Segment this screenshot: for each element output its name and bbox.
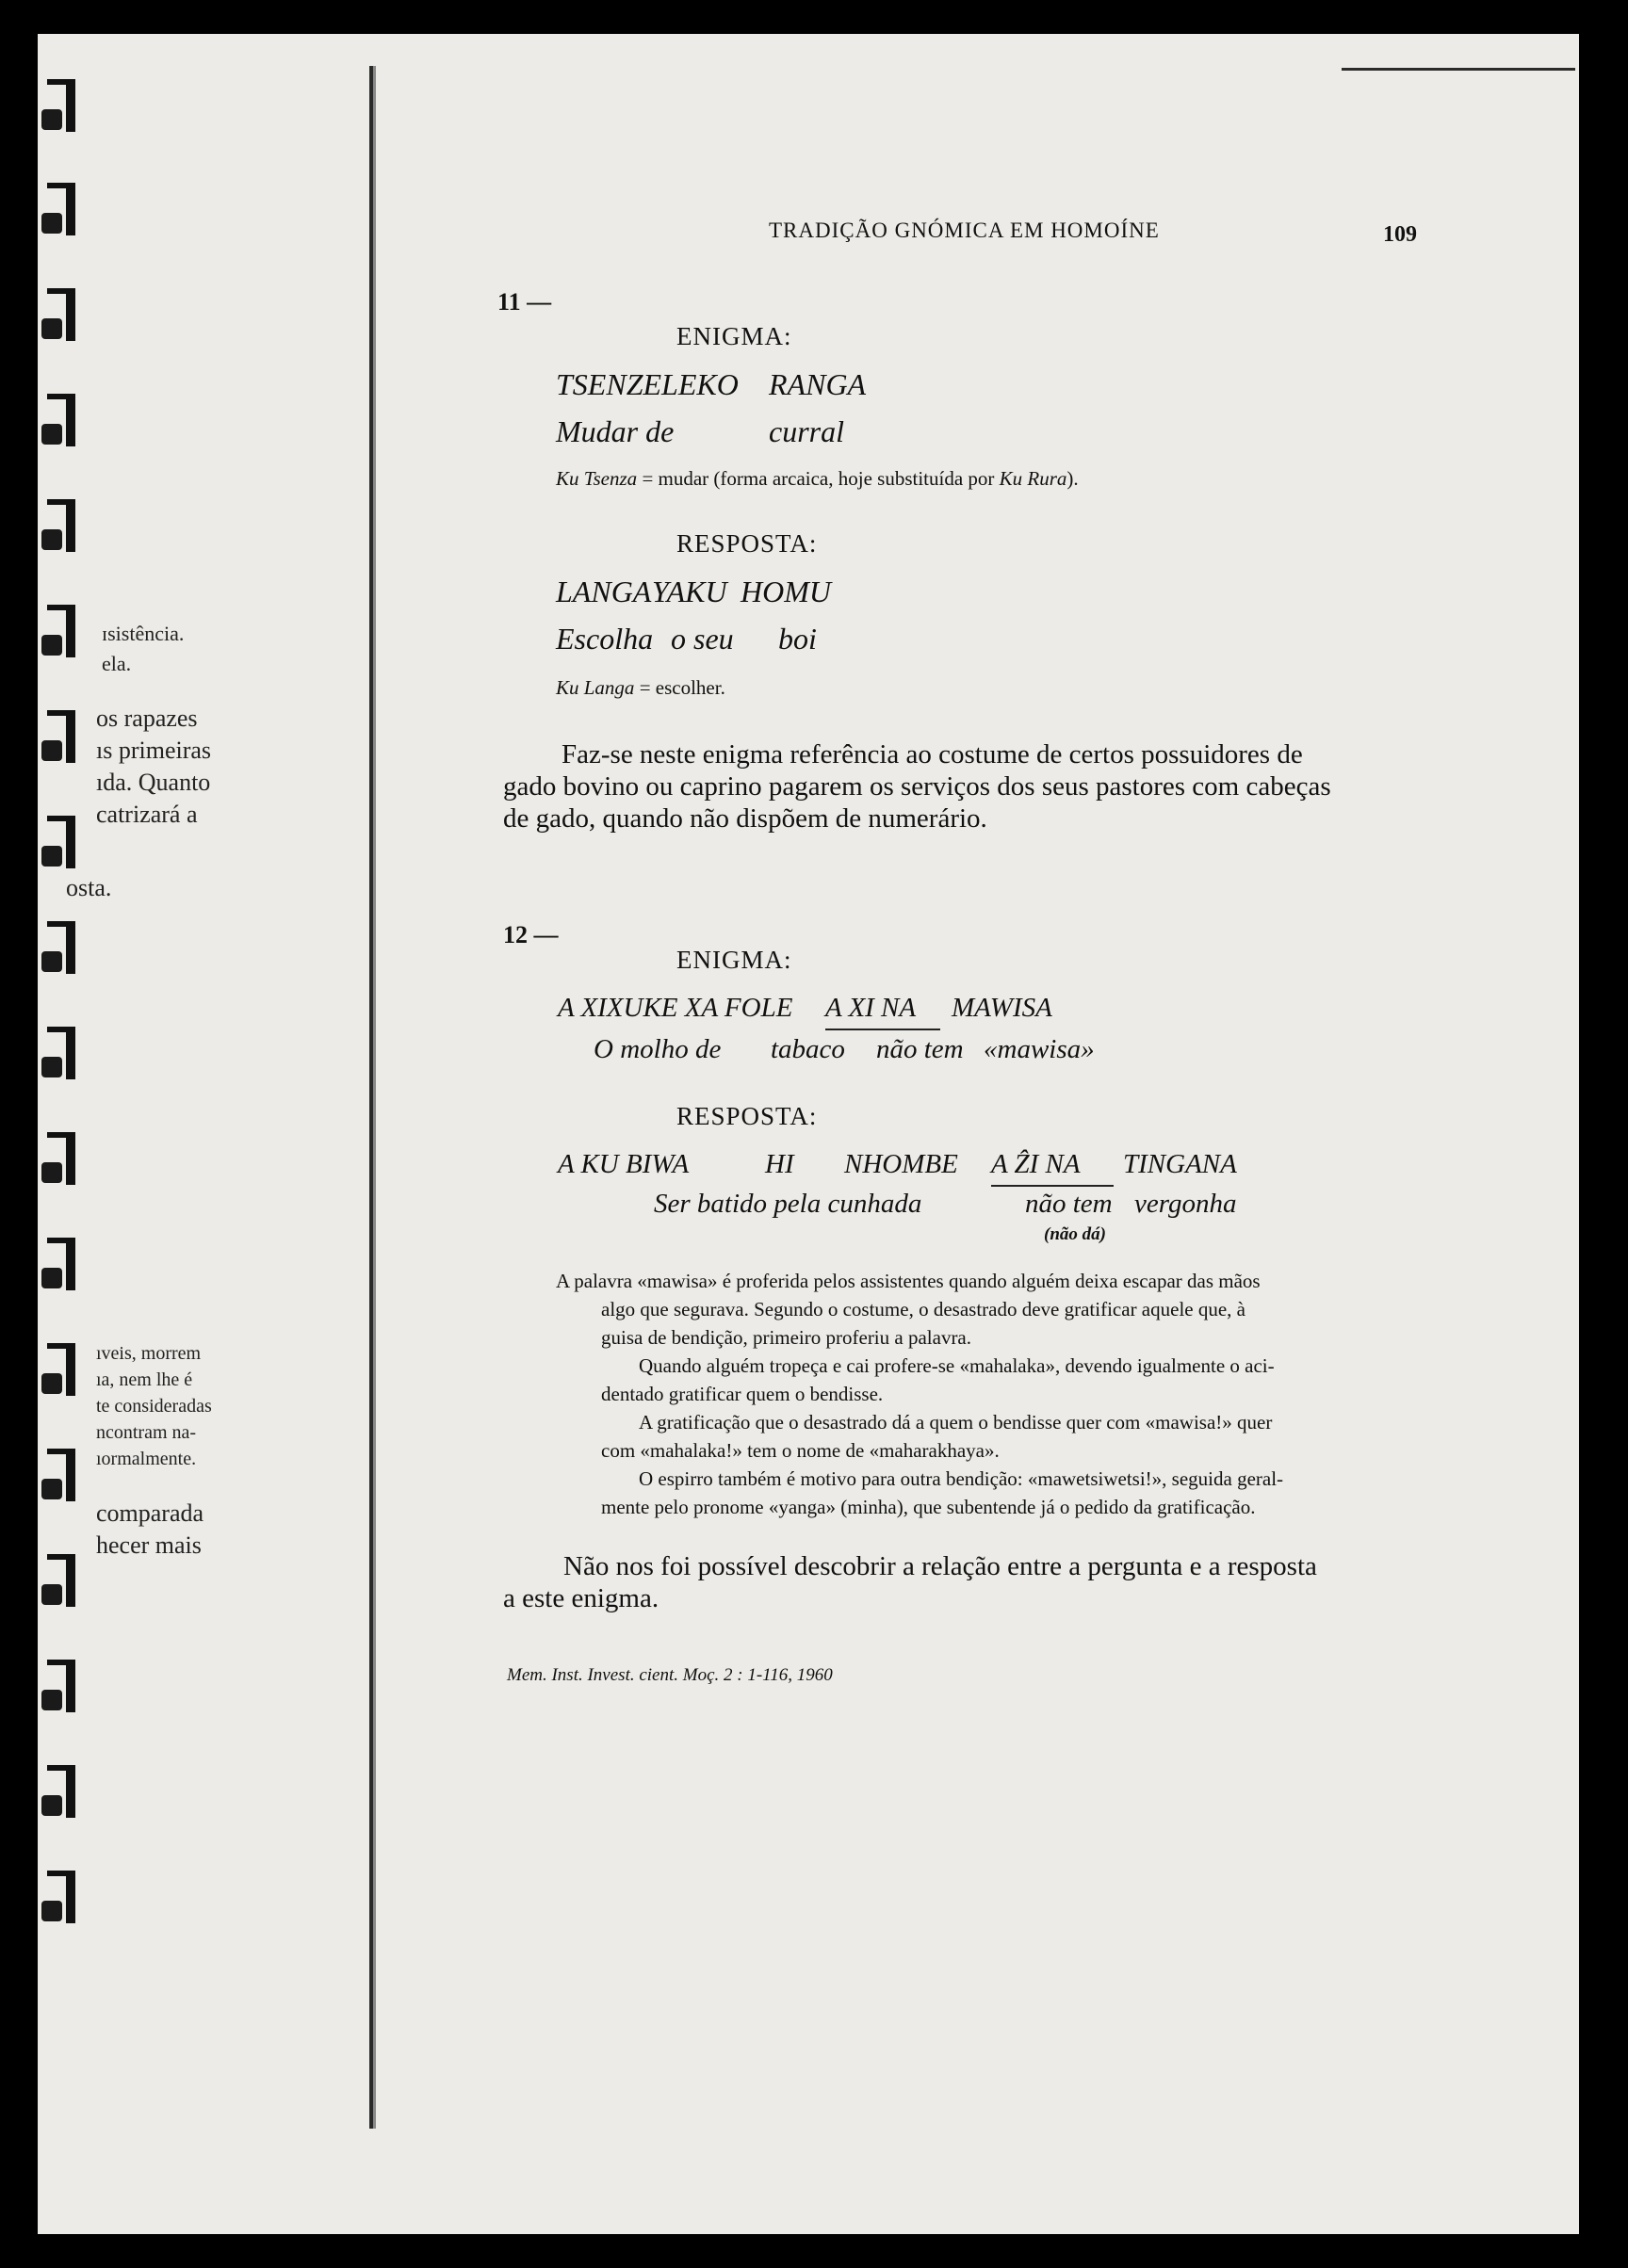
item-11-number: 11 —: [497, 288, 552, 316]
item-12-commentary-line: a este enigma.: [503, 1583, 659, 1613]
item-11-commentary-line: Faz-se neste enigma referência ao costume de certos possuidores de: [562, 739, 1303, 770]
item-12-note-line: A palavra «mawisa» é proferida pelos assistentes quando alguém deixa escapar das mãos: [556, 1270, 1261, 1292]
item-12-resposta-word: TINGANA: [1123, 1149, 1237, 1179]
left-fragment: ıveis, morrem: [96, 1343, 202, 1364]
note-term: Ku Rura: [999, 467, 1067, 490]
item-12-enigma-word: A XIXUKE XA FOLE: [558, 993, 793, 1023]
page-number: 109: [1383, 222, 1417, 247]
item-11-translation: Mudar de: [556, 414, 675, 448]
item-12-note-line: com «mahalaka!» tem o nome de «maharakhaya».: [601, 1439, 1000, 1462]
item-11-resposta-translation: Escolha: [556, 622, 654, 656]
left-fragment: osta.: [66, 874, 112, 901]
item-12-resposta-word: A KU BIWA: [558, 1149, 690, 1179]
item-12-translation: «mawisa»: [984, 1034, 1095, 1064]
item-12-resposta-word: NHOMBE: [844, 1149, 958, 1179]
item-12-alt-translation: (não dá): [1044, 1224, 1106, 1244]
item-12-enigma-word: A XI NA: [825, 993, 917, 1023]
underline: [991, 1185, 1114, 1187]
left-fragment: ɪsistência.: [102, 622, 185, 645]
item-12-translation: tabaco: [771, 1034, 845, 1064]
item-12-resposta-translation: vergonha: [1134, 1189, 1237, 1219]
note-term: Ku Langa: [556, 676, 635, 699]
item-12-note-line: dentado gratificar quem o bendisse.: [601, 1383, 884, 1405]
item-11-resposta-label: RESPOSTA:: [676, 529, 818, 558]
underline: [825, 1029, 940, 1030]
left-fragment: ela.: [102, 652, 132, 675]
item-12-note-line: A gratificação que o desastrado dá a quem o bendisse quer com «mawisa!» quer: [639, 1411, 1273, 1434]
item-11-enigma-word: RANGA: [769, 367, 867, 401]
item-12-note-line: mente pelo pronome «yanga» (minha), que subentende já o pedido da gratificação.: [601, 1496, 1256, 1518]
left-fragment: ıda. Quanto: [96, 769, 211, 796]
left-fragment: ncontram na-: [96, 1422, 197, 1443]
left-fragment: os rapazes: [96, 705, 198, 732]
item-12-note-line: guisa de bendição, primeiro proferiu a palavra.: [601, 1326, 972, 1349]
item-12-resposta-translation: não tem: [1025, 1189, 1113, 1219]
item-12-note-line: Quando alguém tropeça e cai profere-se «mahalaka», devendo igualmente o aci-: [639, 1354, 1275, 1377]
item-11-commentary-line: de gado, quando não dispõem de numerário.: [503, 803, 987, 834]
left-fragment: catrizará a: [96, 801, 198, 828]
item-12-commentary-line: Não nos foi possível descobrir a relação entre a pergunta e a resposta: [563, 1551, 1317, 1581]
item-11-resposta-note: [556, 676, 725, 700]
note-text: ).: [1066, 467, 1079, 490]
item-12-resposta-label: RESPOSTA:: [676, 1102, 818, 1130]
running-title: TRADIÇÃO GNÓMICA EM HOMOÍNE: [769, 219, 1160, 242]
item-11-resposta-word: HOMU: [741, 575, 831, 608]
note-text: = mudar (forma arcaica, hoje substituída por: [642, 467, 995, 490]
item-12-enigma-label: ENIGMA:: [676, 946, 792, 974]
left-fragment: ıormalmente.: [96, 1449, 197, 1469]
item-11-enigma-word: TSENZELEKO: [556, 367, 739, 401]
item-11-resposta-translation: o seu: [671, 622, 734, 656]
item-11-translation: curral: [769, 414, 844, 448]
scanned-page: [38, 34, 1579, 2234]
page-edge-line: [1342, 68, 1575, 71]
left-fragment: ıa, nem lhe é: [96, 1369, 193, 1390]
item-11-commentary-line: gado bovino ou caprino pagarem os serviços dos seus pastores com cabeças: [503, 771, 1331, 802]
left-fragment: te consideradas: [96, 1396, 212, 1417]
left-fragment: comparada: [96, 1499, 204, 1527]
left-fragment: ıs primeiras: [96, 737, 212, 764]
left-fragment: hecer mais: [96, 1531, 202, 1559]
item-12-note-line: algo que segurava. Segundo o costume, o desastrado deve gratificar aquele que, à: [601, 1298, 1245, 1320]
item-11-enigma-note: [556, 467, 1079, 491]
note-term: Ku Tsenza: [556, 467, 638, 490]
footer-citation: Mem. Inst. Invest. cient. Moç. 2 : 1-116, 1960: [507, 1665, 833, 1685]
item-12-number: 12 —: [503, 921, 559, 948]
item-12-translation: O molho de: [594, 1034, 722, 1064]
item-11-enigma-label: ENIGMA:: [676, 322, 792, 350]
item-12-resposta-word: A ẐI NA: [991, 1149, 1081, 1179]
left-page-fragments: [66, 34, 254, 2106]
note-text: = escolher.: [639, 676, 725, 699]
item-12-note-line: O espirro também é motivo para outra bendição: «mawetsiwetsi!», seguida geral-: [639, 1467, 1284, 1490]
item-12-enigma-word: MAWISA: [952, 993, 1052, 1023]
spine-shadow: [373, 66, 376, 2129]
item-12-translation: não tem: [876, 1034, 964, 1064]
item-11-resposta-translation: boi: [778, 622, 817, 656]
item-11-resposta-word: LANGA: [556, 575, 652, 608]
item-12-resposta-word: HI: [765, 1149, 794, 1179]
item-11-resposta-word: YAKU: [652, 575, 727, 608]
item-12-resposta-translation: Ser batido pela cunhada: [654, 1189, 922, 1219]
